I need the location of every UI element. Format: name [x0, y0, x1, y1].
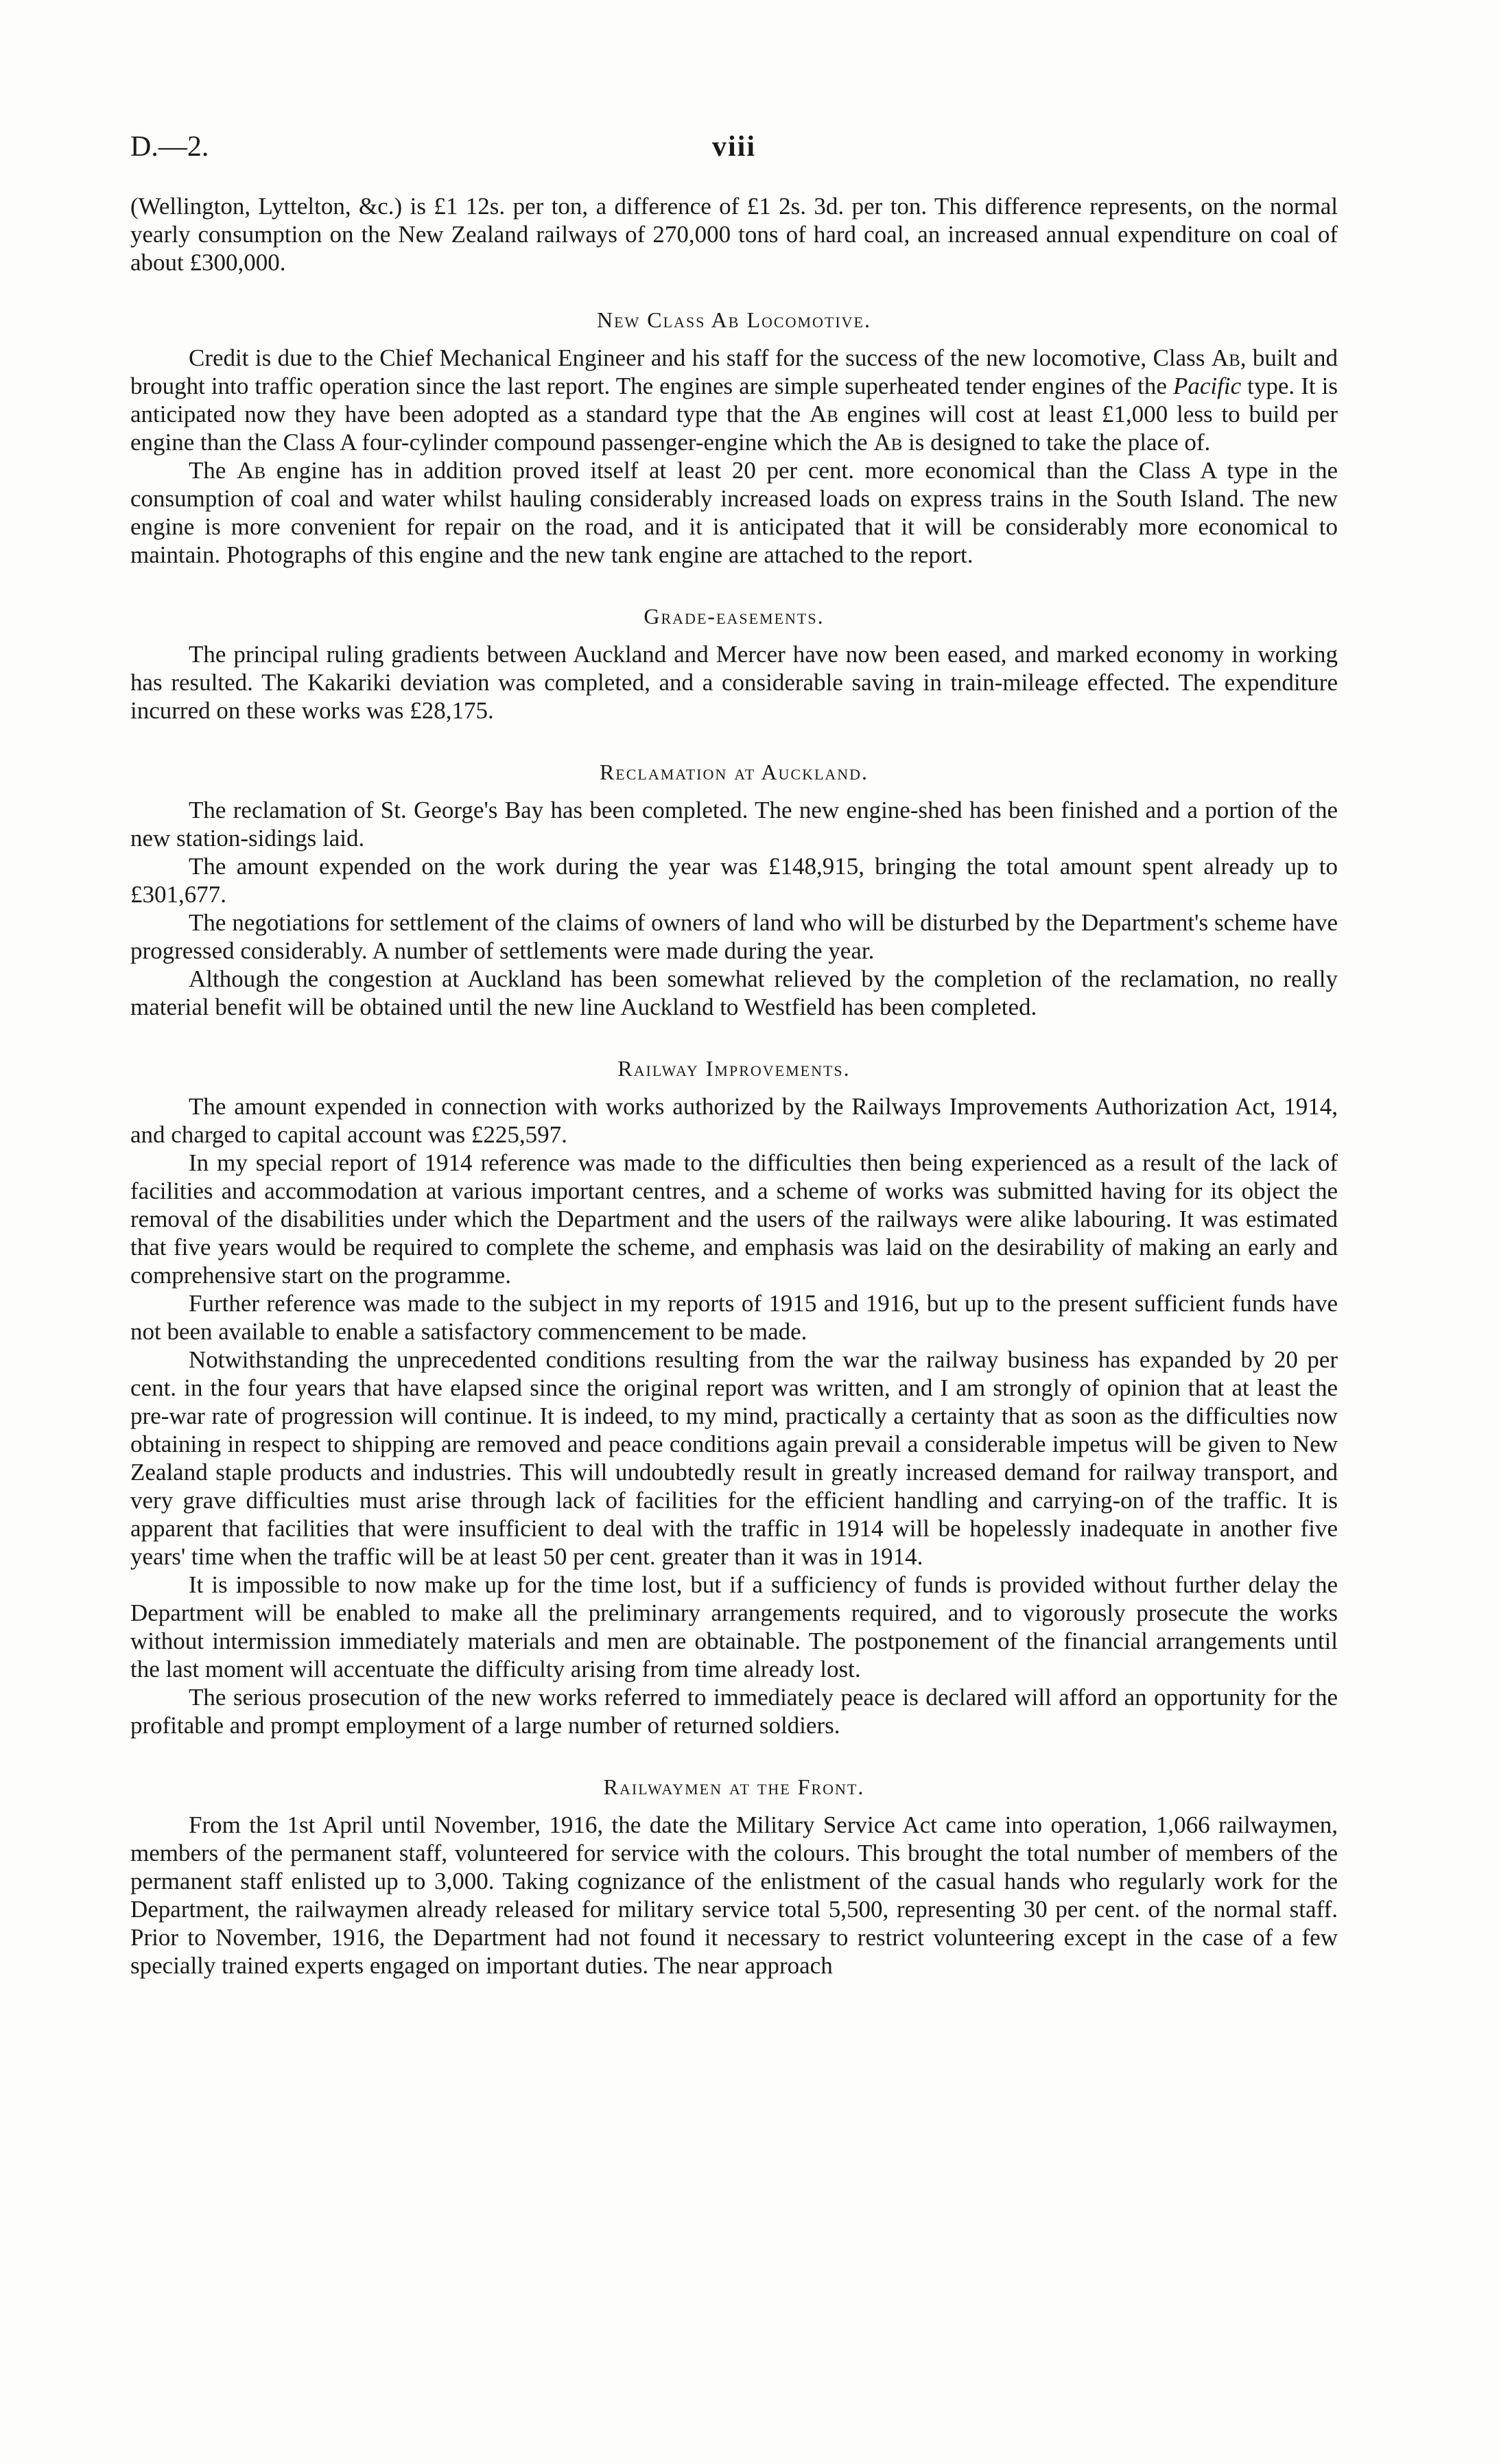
paragraph-reclamation-1: The reclamation of St. George's Bay has been completed. The new engine-shed has been finished and a portion of the new station-sidings laid.	[130, 797, 1338, 852]
heading-railway-improvements: Railway Improvements.	[617, 1056, 851, 1081]
paragraph-improvements-2: In my special report of 1914 reference was made to the difficulties then being experienced as a result of the lack of facilities and accommodation at various important centres, and a scheme of works was submitted having for its object the removal of the disabilities under which the Department and the users of the railways were alike labouring. It was estimated that five years would be required to complete the scheme, and emphasis was laid on the desirability of making an early and comprehensive start on the programme.	[130, 1149, 1338, 1289]
paragraph-railwaymen-1: From the 1st April until November, 1916, the date the Military Service Act came into operation, 1,066 railwaymen, members of the permanent staff, volunteered for service with the colours. This brought the total number of members of the permanent staff enlisted up to 3,000. Taking cognizance of the enlistment of the casual hands who regularly work for the Department, the railwaymen already released for military service total 5,500, representing 30 per cent. of the normal staff. Prior to November, 1916, the Department had not found it necessary to restrict volunteering except in the case of a few specially trained experts engaged on important duties. The near approach	[130, 1811, 1338, 1979]
heading-grade-easements: Grade-easements.	[644, 604, 825, 629]
paragraph-locomotive-2: The Ab engine has in addition proved itself at least 20 per cent. more economical than the Class A type in the consumption of coal and water whilst hauling considerably increased loads on express trains in the South Island. The new engine is more convenient for repair on the road, and it is anticipated that it will be considerably more economical to maintain. Photographs of this engine and the new tank engine are attached to the report.	[130, 457, 1338, 568]
paragraph-improvements-4: Notwithstanding the unprecedented conditions resulting from the war the railway business has expanded by 20 per cent. in the four years that have elapsed since the original report was written, and I am strongly of opinion that at least the pre-war rate of progression will continue. It is indeed, to my mind, practically a certainty that as soon as the difficulties now obtaining in respect to shipping are removed and peace conditions again prevail a considerable impetus will be given to New Zealand staple products and industries. This will undoubtedly result in greatly increased demand for railway transport, and very grave difficulties must arise through lack of facilities for the efficient handling and carrying-on of the traffic. It is apparent that facilities that were insufficient to deal with the traffic in 1914 will be hopelessly inadequate in another five years' time when the traffic will be at least 50 per cent. greater than it was in 1914.	[130, 1346, 1338, 1570]
page-header	[130, 130, 1338, 172]
paragraph-reclamation-2: The amount expended on the work during the year was £148,915, bringing the total amount spent already up to £301,677.	[130, 853, 1338, 908]
heading-reclamation-at-auckland: Reclamation at Auckland.	[599, 760, 869, 784]
paragraph-reclamation-3: The negotiations for settlement of the claims of owners of land who will be disturbed by the Department's scheme have progressed considerably. A number of settlements were made during the year.	[130, 909, 1338, 964]
page-number: viii	[711, 131, 756, 163]
paragraph-improvements-5: It is impossible to now make up for the time lost, but if a sufficiency of funds is provided without further delay the Department will be enabled to make all the preliminary arrangements required, and to vigorously prosecute the works without intermission immediately materials and men are obtainable. The postponement of the financial arrangements until the last moment will accentuate the difficulty arising from time already lost.	[130, 1571, 1338, 1682]
paragraph-improvements-6: The serious prosecution of the new works referred to immediately peace is declared will afford an opportunity for the profitable and prompt employment of a large number of returned soldiers.	[130, 1684, 1338, 1739]
paragraph-reclamation-4: Although the congestion at Auckland has been somewhat relieved by the completion of the reclamation, no really material benefit will be obtained until the new line Auckland to Westfield has been completed.	[130, 965, 1338, 1020]
paragraph-improvements-1: The amount expended in connection with works authorized by the Railways Improvements Authorization Act, 1914, and charged to capital account was £225,597.	[130, 1093, 1338, 1148]
page-body	[130, 192, 1338, 1980]
opening-paragraph: (Wellington, Lyttelton, &c.) is £1 12s. per ton, a difference of £1 2s. 3d. per ton. This difference represents, on the normal yearly consumption on the New Zealand railways of 270,000 tons of hard coal, an increased annual expenditure on coal of about £300,000.	[130, 193, 1338, 276]
heading-new-class-ab-locomotive: New Class Ab Locomotive.	[596, 307, 871, 332]
paragraph-improvements-3: Further reference was made to the subject in my reports of 1915 and 1916, but up to the present sufficient funds have not been available to enable a satisfactory commencement to be made.	[130, 1290, 1338, 1345]
document-code: D.—2.	[130, 131, 209, 163]
paragraph-grade-easements: The principal ruling gradients between Auckland and Mercer have now been eased, and marked economy in working has resulted. The Kakariki deviation was completed, and a considerable saving in train-mileage effected. The expenditure incurred on these works was £28,175.	[130, 641, 1338, 724]
paragraph-locomotive-1: Credit is due to the Chief Mechanical Engineer and his staff for the success of the new locomotive, Class Ab, built and brought into traffic operation since the last report. The engines are simple superheated tender engines of the Pacific type. It is anticipated now they have been adopted as a standard type that the Ab engines will cost at least £1,000 less to build per engine than the Class A four-cylinder compound passenger-engine which the Ab is designed to take the place of.	[130, 344, 1338, 456]
heading-railwaymen-at-the-front: Railwaymen at the Front.	[603, 1774, 865, 1799]
